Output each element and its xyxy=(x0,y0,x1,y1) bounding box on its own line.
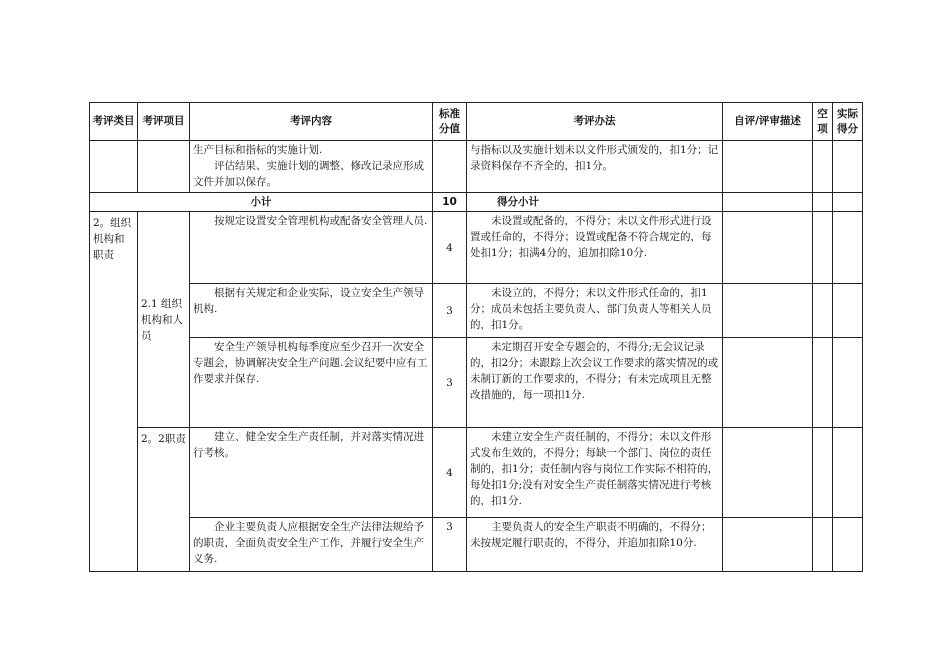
header-category: 考评类目 xyxy=(90,103,138,141)
header-empty-item: 空项 xyxy=(813,103,833,141)
method-cell: 未设置或配备的，不得分；未以文件形式进行设置或任命的，不得分；设置或配备不符合规定的，每处扣1分；扣满4分的，追加扣除10分. xyxy=(467,212,723,284)
header-row xyxy=(90,103,863,141)
subtotal-label: 小计 xyxy=(90,193,433,212)
table-row xyxy=(90,212,863,284)
evaluation-table xyxy=(89,102,863,572)
subtotal-row xyxy=(90,193,863,212)
content-cell xyxy=(190,141,433,193)
subtotal-score: 10 xyxy=(433,193,467,212)
header-self-review: 自评/评审描述 xyxy=(723,103,813,141)
score-cell: 3 xyxy=(433,284,467,338)
content-text: 评估结果、实施计划的调整、修改记录应形成文件并加以保存。 xyxy=(193,160,424,188)
table-row xyxy=(90,518,863,572)
header-method: 考评办法 xyxy=(467,103,723,141)
content-cell: 根据有关规定和企业实际，设立安全生产领导机构. xyxy=(190,284,433,338)
method-cell: 与指标以及实施计划未以文件形式颁发的，扣1分；记录资料保存不齐全的，扣1分。 xyxy=(467,141,723,193)
header-item: 考评项目 xyxy=(138,103,190,141)
header-actual-score: 实际得分 xyxy=(833,103,863,141)
table-row xyxy=(90,141,863,193)
header-content: 考评内容 xyxy=(190,103,433,141)
content-text: 生产目标和指标的实施计划. xyxy=(193,144,323,156)
item-cell-2-1: 2.1 组织机构和人员 xyxy=(138,212,190,428)
table-row xyxy=(90,428,863,518)
table-row xyxy=(90,338,863,428)
content-cell: 建立、健全安全生产责任制，并对落实情况进行考核。 xyxy=(190,428,433,518)
score-cell: 3 xyxy=(433,518,467,572)
method-cell: 未设立的，不得分；未以文件形式任命的，扣1分；成员未包括主要负责人、部门负责人等相关人员的，扣1分。 xyxy=(467,284,723,338)
score-cell: 3 xyxy=(433,338,467,428)
score-cell: 4 xyxy=(433,428,467,518)
content-cell: 企业主要负责人应根据安全生产法律法规给予的职责，全面负责安全生产工作，并履行安全生产义务. xyxy=(190,518,433,572)
table-row xyxy=(90,284,863,338)
content-cell: 按规定设置安全管理机构或配备安全管理人员. xyxy=(190,212,433,284)
header-std-score: 标准分值 xyxy=(433,103,467,141)
method-cell: 未建立安全生产责任制的，不得分；未以文件形式发布生效的，不得分；每缺一个部门、岗位的责任制的，扣1分；责任制内容与岗位工作实际不相符的，每处扣1分;没有对安全生产责任制落实情况进行考核的，扣1分. xyxy=(467,428,723,518)
method-cell: 主要负责人的安全生产职责不明确的，不得分；未按规定履行职责的，不得分，并追加扣除10分. xyxy=(467,518,723,572)
method-cell: 未定期召开安全专题会的，不得分;无会议记录的，扣2分；未跟踪上次会议工作要求的落实情况的或未制订新的工作要求的，不得分；有未完成项且无整改措施的，每一项扣1分. xyxy=(467,338,723,428)
subtotal-method-label: 得分小计 xyxy=(467,193,723,212)
category-cell: 2。组织机构和职责 xyxy=(90,212,138,572)
score-cell: 4 xyxy=(433,212,467,284)
content-cell: 安全生产领导机构每季度应至少召开一次安全专题会，协调解决安全生产问题.会议纪要中应有工作要求并保存. xyxy=(190,338,433,428)
item-cell-2-2: 2。2职责 xyxy=(138,428,190,572)
